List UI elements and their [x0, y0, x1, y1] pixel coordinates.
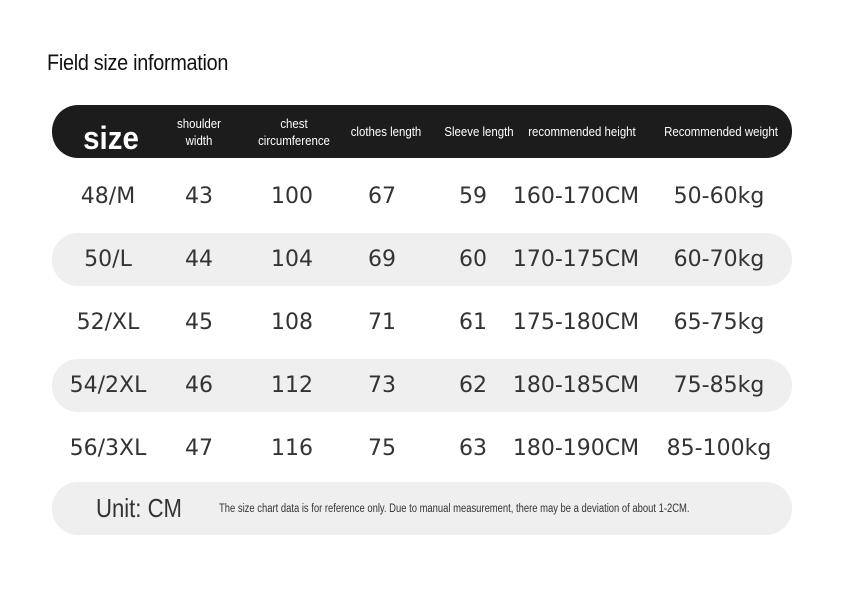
header-sleeve-length: Sleeve length: [444, 124, 514, 139]
cell-size: 54/2XL: [69, 373, 147, 398]
cell-shoulder: 45: [185, 310, 213, 335]
cell-chest: 108: [271, 310, 313, 335]
cell-clothes: 69: [368, 247, 396, 272]
table-row: [52, 170, 792, 223]
cell-weight: 75-85kg: [673, 373, 765, 398]
disclaimer-note: The size chart data is for reference only. Due to manual measurement, there may be a deviation of about 1-2CM.: [219, 502, 690, 515]
table-row: [52, 233, 792, 286]
cell-sleeve: 61: [459, 310, 487, 335]
cell-clothes: 73: [368, 373, 396, 398]
cell-sleeve: 59: [459, 184, 487, 209]
cell-clothes: 71: [368, 310, 396, 335]
table-row: [52, 296, 792, 349]
cell-chest: 116: [271, 436, 313, 461]
cell-chest: 104: [271, 247, 313, 272]
table-header: [52, 105, 792, 158]
table-row: [52, 359, 792, 412]
cell-shoulder: 44: [185, 247, 213, 272]
cell-chest: 112: [271, 373, 313, 398]
page-title: Field size information: [47, 50, 229, 75]
unit-label: Unit: CM: [96, 493, 182, 523]
cell-sleeve: 60: [459, 247, 487, 272]
cell-chest: 100: [271, 184, 313, 209]
cell-weight: 65-75kg: [673, 310, 765, 335]
cell-weight: 50-60kg: [673, 184, 765, 209]
cell-height: 160-170CM: [512, 184, 640, 209]
header-size: size: [83, 120, 139, 156]
cell-size: 56/3XL: [69, 436, 147, 461]
cell-size: 52/XL: [76, 310, 140, 335]
header-chest-circumference: chest circumference: [258, 115, 330, 148]
cell-height: 170-175CM: [512, 247, 640, 272]
cell-shoulder: 46: [185, 373, 213, 398]
cell-clothes: 67: [368, 184, 396, 209]
table-row: [52, 422, 792, 475]
cell-weight: 85-100kg: [666, 436, 772, 461]
header-recommended-weight: Recommended weight: [664, 124, 778, 139]
cell-height: 180-190CM: [512, 436, 640, 461]
header-clothes-length: clothes length: [350, 124, 422, 139]
cell-size: 48/M: [80, 184, 136, 209]
cell-weight: 60-70kg: [673, 247, 765, 272]
header-shoulder-width: shoulder width: [177, 115, 221, 148]
cell-shoulder: 47: [185, 436, 213, 461]
cell-size: 50/L: [84, 247, 132, 272]
cell-height: 175-180CM: [512, 310, 640, 335]
header-recommended-height: recommended height: [528, 124, 636, 139]
cell-sleeve: 63: [459, 436, 487, 461]
cell-clothes: 75: [368, 436, 396, 461]
cell-height: 180-185CM: [512, 373, 640, 398]
table-footer: [52, 482, 792, 535]
cell-shoulder: 43: [185, 184, 213, 209]
cell-sleeve: 62: [459, 373, 487, 398]
